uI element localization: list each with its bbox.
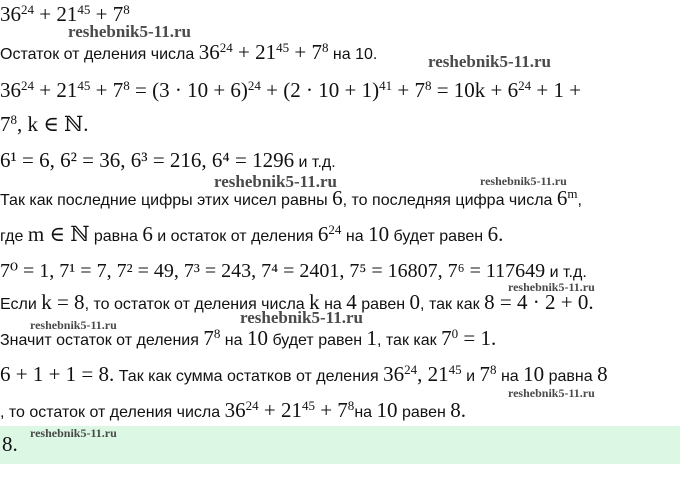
problem-expression: $36^{24} + 21^{45} + 7^8$ [0, 1, 130, 26]
watermark: reshebnik5-11.ru [30, 426, 117, 440]
meaning-line: Значит остаток от деления $7^8$ на 10 будет равен 1, так как $7^0 = 1$. [0, 325, 497, 350]
powers-of-seven-line: 7⁰ = 1, 7¹ = 7, 7² = 49, 7³ = 243, 7⁴ = 2401, 7⁵ = 16807, 7⁶ = 117649 и т.д. [0, 260, 587, 282]
conclusion-line: , то остаток от деления числа $36^{24} + 21^{45} + 7^8на$ 10 равен 8. [0, 397, 467, 422]
watermark: reshebnik5-11.ru [508, 280, 595, 294]
watermark: reshebnik5-11.ru [508, 386, 595, 400]
answer-value: 8. [2, 432, 18, 456]
sum-line: 6 + 1 + 1 = 8. Так как сумма остатков от деления $36^{24}$, $21^{45}$ и $7^8$ на 10 равна 8 [0, 361, 608, 386]
watermark: reshebnik5-11.ru [68, 22, 191, 41]
expansion-line-2: $7^8$, k ∈ ℕ. [0, 111, 89, 136]
watermark: reshebnik5-11.ru [428, 52, 551, 71]
task-line: Остаток от деления числа $36^{24} + 21^{45} + 7^8$ на 10. [0, 39, 378, 64]
k-line: Если k = 8, то остаток от деления числа k на 4 равен 0, так как 8 = 4 · 2 + 0. [0, 290, 594, 314]
reasoning-six-line-2: где m ∈ ℕ равна 6 и остаток от деления $6^{24}$ на 10 будет равен 6. [0, 221, 504, 246]
powers-of-six-line: 6¹ = 6, 6² = 36, 6³ = 216, 6⁴ = 1296 и т.д. [0, 148, 336, 172]
reasoning-six-line: Так как последние цифры этих чисел равны 6, то последняя цифра числа 6$^m$, [0, 185, 582, 210]
watermark: reshebnik5-11.ru [480, 174, 567, 188]
watermark: reshebnik5-11.ru [214, 172, 337, 191]
watermark: reshebnik5-11.ru [30, 318, 117, 332]
expansion-line: $36^{24} + 21^{45} + 7^8 = (3 \cdot 10 + 6)^{24} + (2 \cdot 10 + 1)^{41} + 7^8 = 10k + 6^{24} + 1$ + [0, 77, 582, 102]
watermark: reshebnik5-11.ru [240, 308, 363, 327]
